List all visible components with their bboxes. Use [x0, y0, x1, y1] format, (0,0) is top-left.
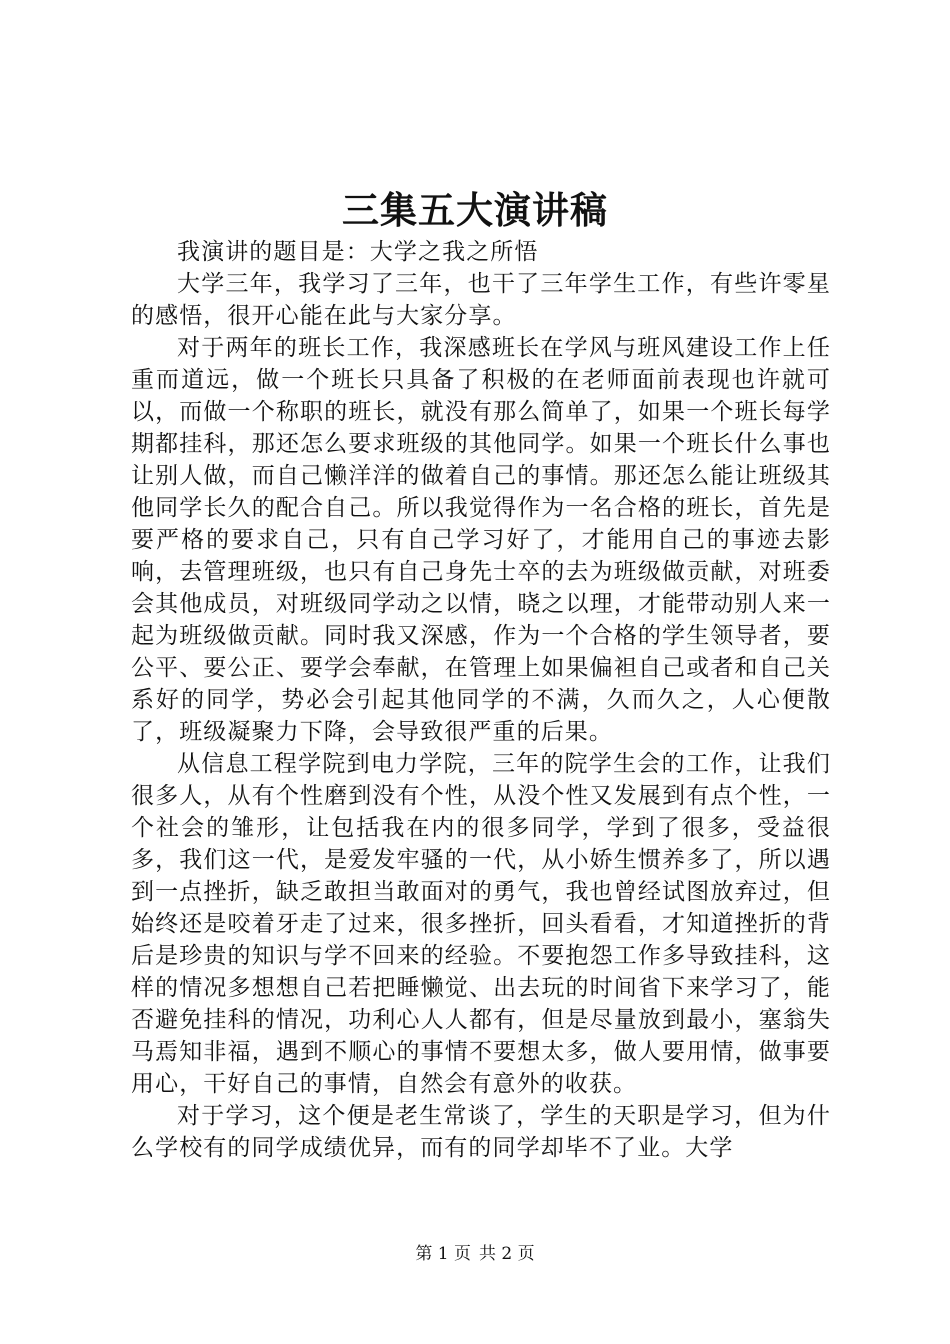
paragraph-intro: 大学三年，我学习了三年，也干了三年学生工作，有些许零星的感悟，很开心能在此与大家分享。: [131, 271, 831, 329]
paragraph-student-union: 从信息工程学院到电力学院，三年的院学生会的工作，让我们很多人，从有个性磨到没有个性，从没个性又发展到有点个性，一个社会的雏形，让包括我在内的很多同学，学到了很多，受益很多，我们这一代，是爱发牢骚的一代，从小娇生惯养多了，所以遇到一点挫折，缺乏敢担当敢面对的勇气，我也曾经试图放弃过，但始终还是咬着牙走了过来，很多挫折，回头看看，才知道挫折的背后是珍贵的知识与学不回来的经验。不要抱怨工作多导致挂科，这样的情况多想想自己若把睡懒觉、出去玩的时间省下来学习了，能否避免挂科的情况，功利心人人都有，但是尽量放到最小，塞翁失马焉知非福，遇到不顺心的事情不要想太多，做人要用情，做事要用心，干好自己的事情，自然会有意外的收获。: [131, 751, 831, 1097]
page-footer: [0, 1242, 950, 1266]
page-number: 第 1 页: [415, 1244, 471, 1264]
paragraph-study: 对于学习，这个便是老生常谈了，学生的天职是学习，但为什么学校有的同学成绩优异，而有的同学却毕不了业。大学: [131, 1103, 831, 1161]
paragraph-topic: 我演讲的题目是：大学之我之所悟: [177, 239, 539, 265]
paragraph-class-monitor: 对于两年的班长工作，我深感班长在学风与班风建设工作上任重而道远，做一个班长只具备了积极的在老师面前表现也许就可以，而做一个称职的班长，就没有那么简单了，如果一个班长每学期都挂科，那还怎么要求班级的其他同学。如果一个班长什么事也让别人做，而自己懒洋洋的做着自己的事情。那还怎么能让班级其他同学长久的配合自己。所以我觉得作为一名合格的班长，首先是要严格的要求自己，只有自己学习好了，才能用自己的事迹去影响，去管理班级，也只有自己身先士卒的去为班级做贡献，对班委会其他成员，对班级同学动之以情，晓之以理，才能带动别人来一起为班级做贡献。同时我又深感，作为一个合格的学生领导者，要公平、要公正、要学会奉献，在管理上如果偏袒自己或者和自己关系好的同学，势必会引起其他同学的不满，久而久之，人心便散了，班级凝聚力下降，会导致很严重的后果。: [131, 335, 831, 745]
document-title: 三集五大演讲稿: [342, 188, 608, 232]
page-total: 共 2 页: [479, 1244, 535, 1264]
document-body: [131, 236, 831, 1164]
